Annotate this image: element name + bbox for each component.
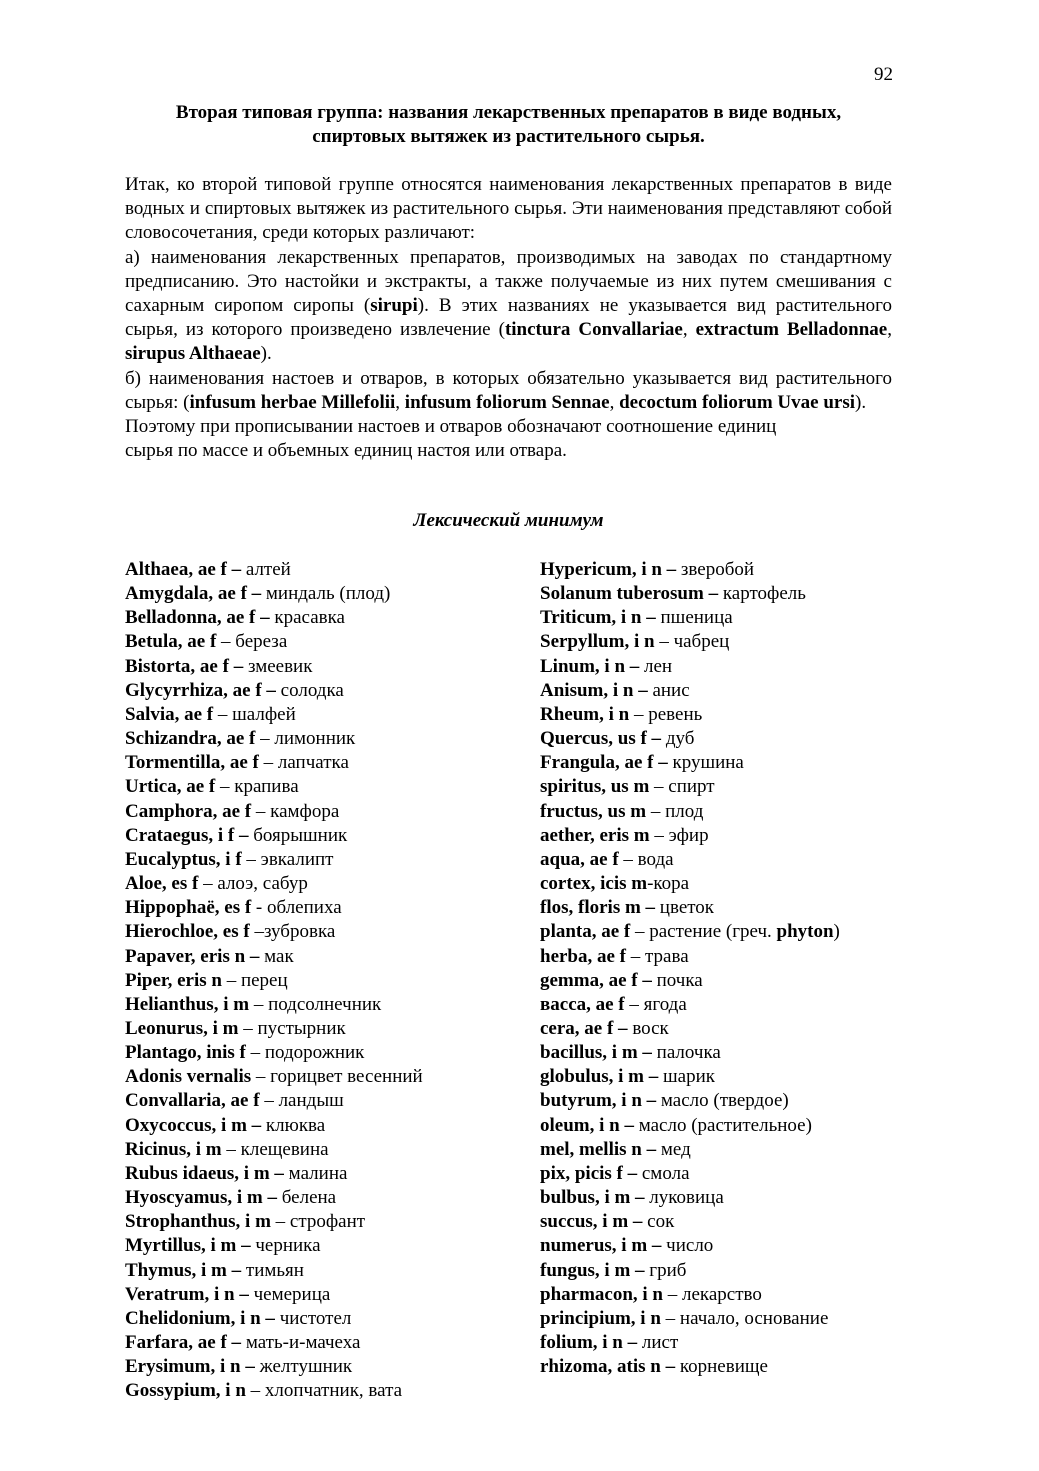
russian-gloss: чистотел: [274, 1307, 352, 1329]
russian-gloss: картофель: [718, 583, 806, 605]
latin-term: Oxycoccus, i m –: [125, 1114, 262, 1136]
text-run: ). В этих названиях не указывается вид растительного сырья, из которого произведено извлечение (: [125, 295, 892, 341]
vocab-entry: [540, 582, 840, 606]
russian-gloss: черника: [250, 1235, 321, 1257]
russian-gloss: – строфант: [270, 1211, 366, 1233]
latin-term: Glycyrrhiza, ae f –: [125, 679, 276, 701]
latin-term: вacca, ae f: [540, 993, 625, 1015]
latin-term: tinctura Convallariae: [504, 319, 683, 341]
russian-gloss: – хлопчатник, вата: [245, 1380, 403, 1402]
latin-term: Frangula, ae f –: [540, 752, 668, 774]
latin-term: Belladonna, ae f –: [125, 607, 270, 629]
latin-term: principium, i n: [540, 1307, 661, 1329]
russian-gloss: число: [661, 1235, 714, 1257]
vocab-entry: [540, 1355, 840, 1379]
latin-term: Betula, ae f: [125, 631, 217, 653]
russian-gloss: гриб: [644, 1259, 687, 1281]
intro-paragraph-2: [125, 246, 892, 367]
vocab-entry: [125, 630, 423, 654]
vocab-entry: [125, 1186, 423, 1210]
russian-gloss: – крапива: [215, 776, 299, 798]
russian-gloss: масло (растительное): [633, 1114, 812, 1136]
latin-term: spiritus, us m: [540, 776, 650, 798]
russian-gloss: белена: [277, 1187, 337, 1209]
vocab-entry: [540, 775, 840, 799]
russian-gloss: – камфора: [251, 800, 340, 822]
vocab-entry: [125, 751, 423, 775]
intro-paragraph-4-line-1: Поэтому при прописывании настоев и отваров обозначают соотношение единиц: [125, 416, 777, 438]
vocab-entry: [125, 1283, 423, 1307]
russian-gloss: – трава: [626, 945, 689, 967]
latin-term: Farfara, ae f –: [125, 1332, 242, 1353]
latin-term: oleum, i n –: [540, 1114, 634, 1136]
vocab-entry: [540, 679, 840, 703]
latin-term: fructus, us m: [540, 800, 647, 822]
vocab-entry: [125, 969, 423, 993]
latin-term: Helianthus, i m: [125, 993, 250, 1015]
latin-term: Veratrum, i n –: [125, 1283, 249, 1305]
vocab-entry: [125, 582, 423, 606]
russian-gloss: – эвкалипт: [241, 848, 334, 870]
text-run: ,: [682, 319, 696, 341]
latin-term: mel, mellis n –: [540, 1138, 657, 1160]
latin-term: succus, i m –: [540, 1211, 643, 1233]
russian-gloss: – эфир: [649, 824, 709, 846]
russian-gloss: тимьян: [241, 1259, 304, 1281]
vocab-entry: [125, 1331, 423, 1355]
vocab-entry: [540, 1114, 840, 1138]
page-number: 92: [874, 64, 893, 85]
russian-gloss: клюква: [261, 1114, 326, 1136]
russian-gloss: зверобой: [676, 559, 755, 580]
vocab-entry: [540, 1138, 840, 1162]
russian-gloss: сок: [642, 1211, 675, 1233]
latin-term: fungus, i m –: [540, 1259, 645, 1281]
vocab-entry: [540, 751, 840, 775]
russian-gloss: шарик: [658, 1066, 715, 1088]
russian-gloss: ): [833, 921, 840, 943]
latin-term: sirupi: [370, 295, 418, 317]
vocab-entry: [540, 848, 840, 872]
vocab-entry: [540, 703, 840, 727]
vocab-entry: [540, 872, 840, 896]
latin-term: pharmacon, i n: [540, 1283, 663, 1305]
vocab-entry: [125, 1259, 423, 1283]
vocab-entry: [125, 872, 423, 896]
latin-term: gemma, ae f –: [540, 969, 652, 991]
latin-term: Linum, i n –: [540, 655, 640, 677]
vocab-entry: [125, 1114, 423, 1138]
vocab-entry: [540, 993, 840, 1017]
latin-term: folium, i n –: [540, 1332, 638, 1353]
vocab-entry: [125, 824, 423, 848]
vocab-entry: [125, 848, 423, 872]
latin-term: Serpyllum, i n: [540, 631, 655, 653]
vocab-entry: [540, 1283, 840, 1307]
latin-term: Aloe, es f: [125, 873, 199, 895]
vocab-entry: [125, 945, 423, 969]
title-line-1: Вторая типовая группа: названия лекарственных препаратов в виде водных,: [175, 102, 842, 123]
russian-gloss: – чабрец: [654, 631, 730, 653]
russian-gloss: дуб: [661, 728, 695, 750]
latin-term: Convallaria, ae f: [125, 1090, 260, 1112]
russian-gloss: – береза: [216, 631, 288, 653]
latin-term: infusum herbae Millefolii: [189, 391, 396, 413]
latin-term: Schizandra, ae f: [125, 728, 256, 750]
russian-gloss: мак: [259, 945, 294, 967]
vocab-entry: [125, 1355, 423, 1379]
russian-gloss: лист: [637, 1332, 679, 1353]
vocab-entry: [125, 1089, 423, 1113]
intro-paragraph-4-line-2: сырья по массе и объемных единиц настоя или отвара.: [125, 440, 567, 462]
russian-gloss: крушина: [667, 752, 744, 774]
latin-term: cortex, icis m: [540, 873, 648, 895]
vocab-entry: [540, 800, 840, 824]
vocab-entry: [540, 1307, 840, 1331]
vocab-entry: [125, 558, 423, 582]
vocab-entry: [540, 1186, 840, 1210]
latin-term: Erysimum, i n –: [125, 1356, 255, 1378]
latin-term: Solanum tuberosum –: [540, 583, 719, 605]
russian-gloss: – лапчатка: [258, 752, 349, 774]
vocab-entry: [125, 727, 423, 751]
russian-gloss: змеевик: [243, 655, 313, 677]
russian-gloss: – лимонник: [255, 728, 356, 750]
latin-term: pix, picis f –: [540, 1162, 638, 1184]
vocab-entry: [540, 630, 840, 654]
title-line-2: спиртовых вытяжек из растительного сырья.: [312, 126, 705, 147]
vocab-entry: [540, 1210, 840, 1234]
latin-term: planta, ae f: [540, 921, 631, 943]
latin-term: Ricinus, i m: [125, 1138, 222, 1160]
vocab-entry: [540, 1259, 840, 1283]
vocab-column-right: [540, 558, 840, 1379]
intro-paragraph-3: [125, 367, 892, 415]
vocab-entry: [125, 896, 423, 920]
vocab-entry: [125, 1138, 423, 1162]
vocab-entry: [540, 558, 840, 582]
vocab-entry: [125, 1041, 423, 1065]
russian-gloss: боярышник: [248, 824, 348, 846]
latin-term: Salvia, ae f: [125, 703, 214, 725]
vocab-entry: [125, 1065, 423, 1089]
latin-term: rhizoma, atis n –: [540, 1356, 676, 1378]
intro-paragraph-1: Итак, ко второй типовой группе относятся наименования лекарственных препаратов в виде водных и спиртовых вытяжек из растительного сырья. Эти наименования представляют собой словосочетания, среди которых различают:: [125, 174, 892, 244]
russian-gloss: солодка: [275, 679, 344, 701]
russian-gloss: масло (твердое): [656, 1090, 789, 1112]
russian-gloss: цветок: [655, 897, 715, 919]
latin-term: decoctum foliorum Uvae ursi: [619, 391, 855, 413]
latin-term: infusum foliorum Sennae: [404, 391, 610, 413]
text-run: ).: [260, 343, 272, 365]
vocab-entry: [125, 679, 423, 703]
latin-term: bacillus, i m –: [540, 1042, 652, 1064]
latin-term: Leonurus, i m: [125, 1017, 239, 1039]
russian-gloss: – ягода: [624, 993, 687, 1015]
vocab-entry: [125, 993, 423, 1017]
latin-term: Adonis vernalis: [125, 1066, 252, 1088]
russian-gloss: – растение (греч.: [630, 921, 777, 943]
russian-gloss: – спирт: [649, 776, 715, 798]
russian-gloss: алтей: [241, 559, 291, 580]
latin-term: Thymus, i m –: [125, 1259, 242, 1281]
latin-term: extractum Belladonnae: [695, 319, 888, 341]
russian-gloss: – шалфей: [213, 703, 296, 725]
latin-term: Hyoscyamus, i m –: [125, 1187, 277, 1209]
vocab-entry: [540, 945, 840, 969]
russian-gloss: малина: [283, 1162, 348, 1184]
russian-gloss: – горицвет весенний: [251, 1066, 423, 1088]
latin-term: Piper, eris n: [125, 969, 222, 991]
latin-term: Plantago, inis f: [125, 1042, 246, 1064]
vocab-entry: [540, 969, 840, 993]
latin-term: herba, ae f: [540, 945, 627, 967]
vocab-entry: [125, 1379, 423, 1403]
russian-gloss: – ландыш: [259, 1090, 344, 1112]
latin-term: Hierochloe, es f: [125, 921, 250, 943]
russian-gloss: – подсолнечник: [249, 993, 382, 1015]
russian-gloss: – пустырник: [238, 1017, 346, 1039]
text-run: ,: [609, 391, 620, 413]
russian-gloss: корневище: [675, 1356, 768, 1378]
russian-gloss: анис: [647, 679, 690, 701]
russian-gloss: чемерица: [248, 1283, 331, 1305]
vocab-entry: [540, 920, 840, 944]
latin-term: Rubus idaeus, i m –: [125, 1162, 284, 1184]
vocab-entry: [125, 1162, 423, 1186]
vocab-entry: [125, 655, 423, 679]
latin-term: Hippophaë, es f: [125, 897, 252, 919]
latin-term: flos, floris m –: [540, 897, 656, 919]
vocab-entry: [540, 1162, 840, 1186]
vocab-entry: [540, 1089, 840, 1113]
latin-term: Camphora, ae f: [125, 800, 252, 822]
latin-term: Strophanthus, i m: [125, 1211, 271, 1233]
latin-term: aqua, ae f: [540, 848, 619, 870]
russian-gloss: – алоэ, сабур: [198, 873, 308, 895]
latin-term: Triticum, i n –: [540, 607, 656, 629]
russian-gloss: красавка: [269, 607, 345, 629]
page-title: [125, 101, 892, 149]
russian-gloss: миндаль (плод): [261, 583, 391, 605]
latin-term: cera, ae f –: [540, 1017, 628, 1039]
latin-term: Quercus, us f –: [540, 728, 662, 750]
vocab-entry: [540, 824, 840, 848]
latin-term: Urtica, ae f: [125, 776, 216, 798]
vocab-entry: [125, 1017, 423, 1041]
russian-gloss: палочка: [651, 1042, 721, 1064]
section-heading: Лексический минимум: [413, 510, 604, 531]
vocab-entry: [125, 920, 423, 944]
latin-term: Hypericum, i n –: [540, 559, 677, 580]
latin-term: Tormentilla, ae f: [125, 752, 259, 774]
vocab-entry: [540, 727, 840, 751]
vocab-column-left: [125, 558, 423, 1403]
russian-gloss: - облепиха: [251, 897, 342, 919]
vocab-entry: [125, 703, 423, 727]
russian-gloss: – начало, основание: [660, 1307, 829, 1329]
russian-gloss: почка: [651, 969, 703, 991]
text-run: ,: [887, 319, 892, 341]
vocab-entry: [540, 1331, 840, 1355]
vocab-entry: [540, 1065, 840, 1089]
russian-gloss: пшеница: [655, 607, 733, 629]
russian-gloss: – подорожник: [245, 1042, 365, 1064]
latin-term: bulbus, i m –: [540, 1187, 645, 1209]
russian-gloss: –зубровка: [249, 921, 336, 943]
latin-term: Gossypium, i n: [125, 1380, 246, 1402]
russian-gloss: – плод: [646, 800, 704, 822]
vocab-entry: [125, 1210, 423, 1234]
vocab-entry: [540, 1017, 840, 1041]
text-run: а) наименования лекарственных препаратов, производимых на заводах по стандартному предписанию. Это настойки и экстракты, а также получаемые из них путем смешивания с сахарным сиропом сиропы (: [125, 246, 892, 317]
russian-gloss: – клещевина: [221, 1138, 329, 1160]
vocab-entry: [125, 800, 423, 824]
russian-gloss: желтушник: [254, 1356, 353, 1378]
vocab-entry: [125, 1307, 423, 1331]
vocab-entry: [540, 655, 840, 679]
russian-gloss: мать-и-мачеха: [241, 1332, 361, 1353]
vocab-entry: [540, 606, 840, 630]
vocab-entry: [540, 896, 840, 920]
text-run: ).: [855, 391, 867, 413]
latin-term: butyrum, i n –: [540, 1090, 657, 1112]
russian-gloss: -кора: [647, 873, 690, 895]
vocab-entry: [540, 1041, 840, 1065]
latin-term: Myrtillus, i m –: [125, 1235, 251, 1257]
russian-gloss: – перец: [221, 969, 288, 991]
latin-term: Chelidonium, i n –: [125, 1307, 275, 1329]
text-run: ,: [395, 391, 405, 413]
latin-term: sirupus Althaeae: [125, 343, 261, 365]
vocab-entry: [540, 1234, 840, 1258]
latin-term: Eucalyptus, i f: [125, 848, 242, 870]
russian-gloss: луковица: [644, 1187, 724, 1209]
russian-gloss: смола: [637, 1162, 690, 1184]
russian-gloss: воск: [627, 1017, 669, 1039]
latin-term: globulus, i m –: [540, 1066, 659, 1088]
russian-gloss: – ревень: [629, 703, 703, 725]
latin-term: Papaver, eris n –: [125, 945, 260, 967]
russian-gloss: – вода: [618, 848, 674, 870]
intro-text: [125, 173, 892, 463]
latin-term: Amygdala, ae f –: [125, 583, 262, 605]
russian-gloss: – лекарство: [663, 1283, 762, 1305]
vocab-entry: [125, 1234, 423, 1258]
latin-term: Anisum, i n –: [540, 679, 648, 701]
text-run: б) наименования настоев и отваров, в которых обязательно указывается вид растительного сырья: (: [125, 367, 892, 413]
latin-term: aether, eris m: [540, 824, 650, 846]
latin-term: Althaea, ae f –: [125, 559, 242, 580]
latin-term: Bistorta, ae f –: [125, 655, 244, 677]
latin-term: Crataegus, i f –: [125, 824, 249, 846]
vocab-entry: [125, 606, 423, 630]
latin-term: phyton: [776, 921, 834, 943]
vocab-entry: [125, 775, 423, 799]
latin-term: numerus, i m –: [540, 1235, 662, 1257]
russian-gloss: мед: [656, 1138, 691, 1160]
russian-gloss: лен: [639, 655, 673, 677]
latin-term: Rheum, i n: [540, 703, 630, 725]
